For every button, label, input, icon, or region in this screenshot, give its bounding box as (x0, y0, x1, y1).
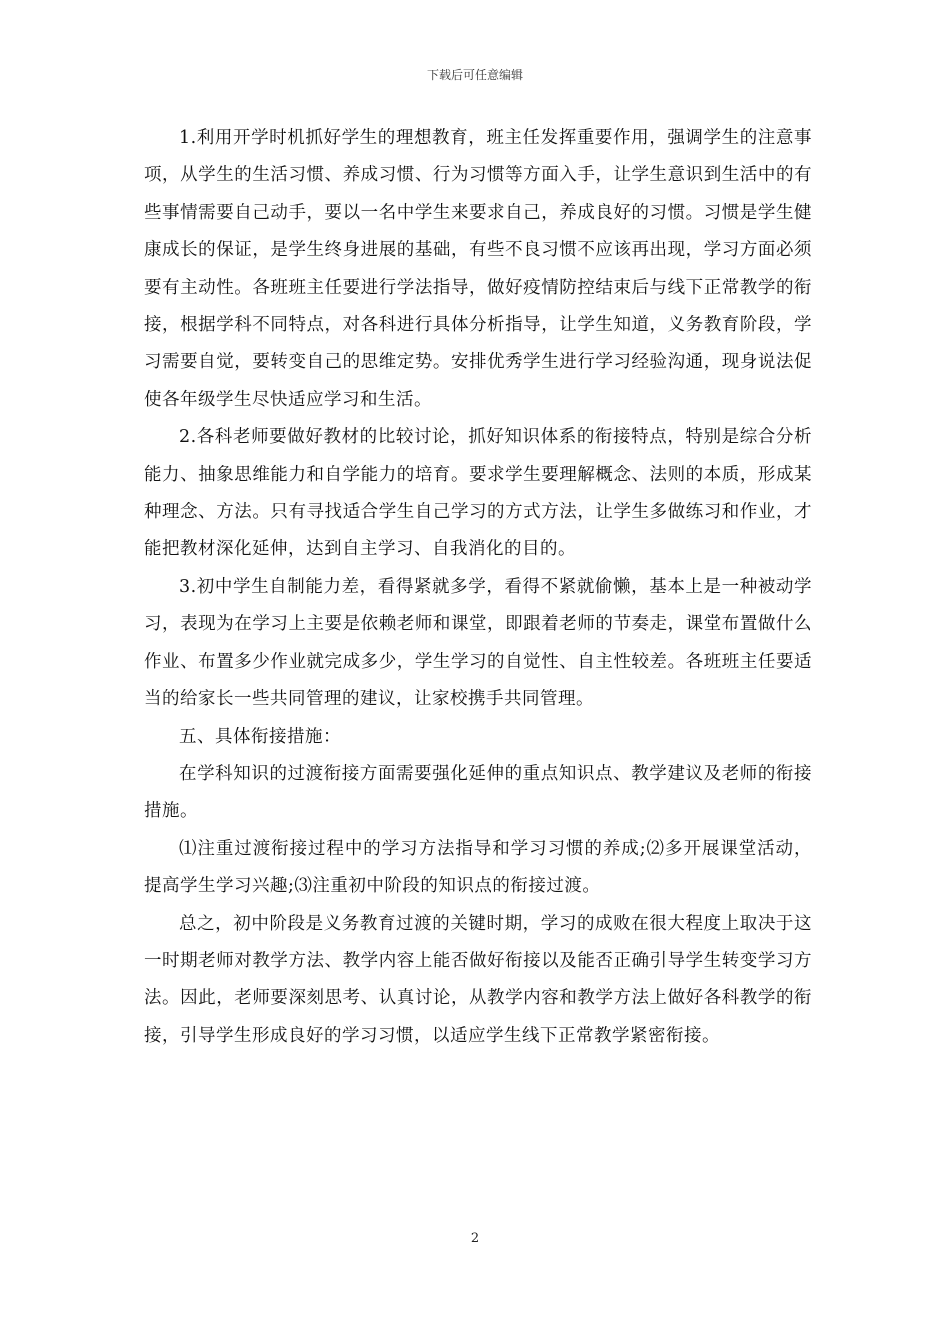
paragraph-item-3: 3.初中学生自制能力差，看得紧就多学，看得不紧就偷懒，基本上是一种被动学习，表现为在学习上主要是依赖老师和课堂，即跟着老师的节奏走，课堂布置做什么作业、布置多少作业就完成多少，学生学习的自觉性、自主性较差。各班班主任要适当的给家长一些共同管理的建议，让家校携手共同管理。 (144, 576, 812, 710)
page-number: 2 (470, 1231, 480, 1246)
paragraph-measures: ⑴注重过渡衔接过程中的学习方法指导和学习习惯的养成;⑵多开展课堂活动，提高学生学习兴趣;⑶注重初中阶段的知识点的衔接过渡。 (144, 838, 812, 897)
paragraph-conclusion: 总之，初中阶段是义务教育过渡的关键时期，学习的成败在很大程度上取决于这一时期老师对教学方法、教学内容上能否做好衔接以及能否正确引导学生转变学习方法。因此，老师要深刻思考、认真讨论，从教学内容和教学方法上做好各科教学的衔接，引导学生形成良好的学习习惯，以适应学生线下正常教学紧密衔接。 (144, 913, 812, 1046)
page-header: 下载后可任意编辑 (426, 68, 523, 82)
section-heading: 五、具体衔接措施： (179, 726, 341, 747)
paragraph-item-1: 1.利用开学时机抓好学生的理想教育，班主任发挥重要作用，强调学生的注意事项，从学生的生活习惯、养成习惯、行为习惯等方面入手，让学生意识到生活中的有些事情需要自己动手，要以一名中学生来要求自己，养成良好的习惯。习惯是学生健康成长的保证，是学生终身进展的基础，有些不良习惯不应该再出现，学习方面必须要有主动性。各班班主任要进行学法指导，做好疫情防控结束后与线下正常教学的衔接，根据学科不同特点，对各科进行具体分析指导，让学生知道，义务教育阶段，学习需要自觉，要转变自己的思维定势。安排优秀学生进行学习经验沟通，现身说法促使各年级学生尽快适应学习和生活。 (144, 128, 812, 410)
paragraph-intro: 在学科知识的过渡衔接方面需要强化延伸的重点知识点、教学建议及老师的衔接措施。 (144, 763, 812, 822)
paragraph-item-2: 2.各科老师要做好教材的比较讨论，抓好知识体系的衔接特点，特别是综合分析能力、抽象思维能力和自学能力的培育。要求学生要理解概念、法则的本质，形成某种理念、方法。只有寻找适合学生自己学习的方式方法，让学生多做练习和作业，才能把教材深化延伸，达到自主学习、自我消化的目的。 (144, 427, 812, 560)
document-body (144, 120, 812, 1055)
